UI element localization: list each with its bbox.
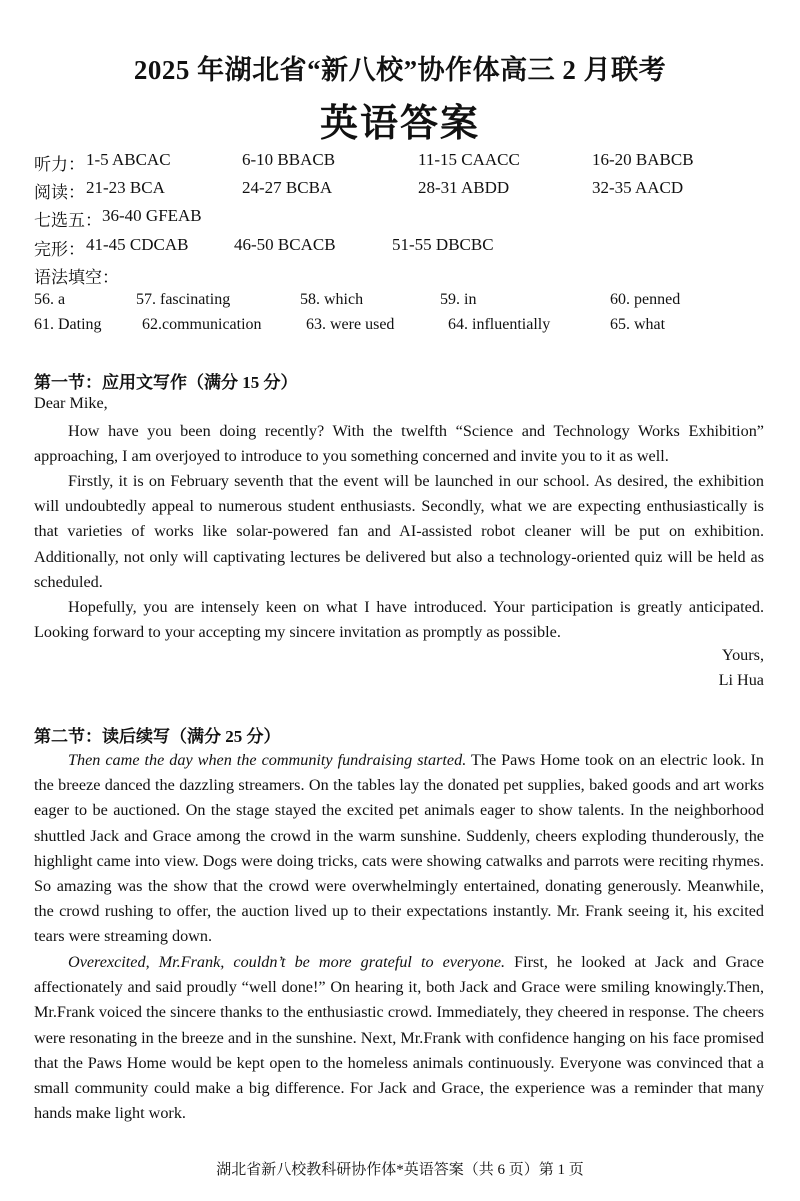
grammar-answer: 60. penned (610, 291, 681, 308)
grammar-answer: 56. a (34, 291, 66, 308)
answers-listening-label: 听力： (34, 155, 85, 174)
grammar-answer: 65. what (610, 316, 666, 333)
letter-paragraph: Hopefully, you are intensely keen on what I have introduced. Your participation is greatly anticipated. Looking forward to your accepting my sincere invitation as promptly as possible. (34, 598, 764, 642)
paragraph-body: First, he looked at Jack and Grace affectionately and said proudly “well done!” On hearing it, both Jack and Grace were smiling knowingly.Then, Mr.Frank voiced the sincere thanks to the enthusiastic crowd. Immediately, they cheered in response. The cheers were resonating in the breeze and in the sunshine. Next, Mr.Frank with confidence hanging on his face promised that the Paws Home would be kept open to the homeless animals continuously. Everyone was convinced that a small community could make a big difference. For Jack and Grace, the experience was a reminder that many hands make light work. (34, 953, 764, 1123)
section-1-heading: 第一节：应用文写作（满分 15 分） (34, 373, 298, 392)
grammar-answer: 63. were used (306, 316, 395, 333)
page-title: 英语答案 (319, 103, 480, 145)
page-footer: 湖北省新八校教科研协作体*英语答案（共 6 页）第 1 页 (216, 1162, 584, 1178)
grammar-answer: 64. influentially (448, 316, 551, 333)
answer-group: 1-5 ABCAC (86, 150, 171, 169)
answers-grammar-label: 语法填空： (34, 268, 119, 287)
section-2-heading: 第二节：读后续写（满分 25 分） (34, 727, 281, 746)
grammar-answer: 58. which (300, 291, 364, 308)
answers-cloze-label: 完形： (34, 240, 85, 259)
paragraph-lead-sentence: Overexcited, Mr.Frank, couldn’t be more grateful to everyone. (68, 953, 506, 971)
continuation-paragraph (34, 748, 764, 950)
answer-group: 6-10 BBACB (242, 150, 336, 169)
letter-closing: Yours, (722, 646, 764, 664)
answer-group: 21-23 BCA (86, 178, 165, 197)
answers-reading-label: 阅读： (34, 183, 85, 202)
letter-signature: Li Hua (718, 671, 764, 689)
grammar-answer: 62.communication (142, 316, 262, 333)
answer-group: 16-20 BABCB (592, 150, 694, 169)
answer-group: 36-40 GFEAB (102, 206, 202, 225)
answer-group: 46-50 BCACB (234, 235, 336, 254)
grammar-answer: 57. fascinating (136, 291, 231, 308)
answers-seven-choose-five-label: 七选五： (34, 211, 102, 230)
answer-group: 11-15 CAACC (418, 150, 520, 169)
paragraph-lead-sentence: Then came the day when the community fundraising started. (68, 751, 467, 769)
answer-group: 28-31 ABDD (418, 178, 510, 197)
continuation-paragraph (34, 950, 764, 1126)
exam-title: 2025 年湖北省“新八校”协作体高三 2 月联考 (133, 55, 667, 85)
answer-group: 51-55 DBCBC (392, 235, 494, 254)
answer-group: 41-45 CDCAB (86, 235, 189, 254)
letter-salutation: Dear Mike, (34, 394, 108, 412)
letter-paragraph: How have you been doing recently? With the twelfth “Science and Technology Works Exhibition” approaching, I am overjoyed to introduce to you something concerned and invite you to it as well. (34, 422, 764, 466)
answer-group: 24-27 BCBA (242, 178, 333, 197)
grammar-answer: 59. in (440, 291, 477, 308)
paragraph-body: The Paws Home took on an electric look. In the breeze danced the dazzling streamers. On the tables lay the donated pet supplies, baked goods and art works eager to be auctioned. On the stage stayed the excited pet animals eager to show talents. In the neighborhood shuttled Jack and Grace among the crowd in the warm sunshine. Suddenly, cheers exploding thunderously, the highlight came into view. Dogs were doing tricks, cats were showing catwalks and parrots were reciting rhymes. So amazing was the show that the crowd were overwhelmingly entertained, donating generously. Meanwhile, the crowd rushing to offer, the auction lived up to their expectations instantly. Mr. Frank seeing it, his excited tears were streaming down. (34, 751, 764, 946)
grammar-answer: 61. Dating (34, 316, 102, 333)
letter-paragraph: Firstly, it is on February seventh that the event will be launched in our school. As desired, the exhibition will undoubtedly appeal to numerous student enthusiasts. Secondly, what we are expecting enthusiastically is that varieties of works like solar-powered fan and AI-assisted robot cleaner will be put on exhibition. Additionally, not only will captivating lectures be delivered but also a technology-oriented quiz will be held as scheduled. (34, 472, 764, 591)
answer-group: 32-35 AACD (592, 178, 684, 197)
